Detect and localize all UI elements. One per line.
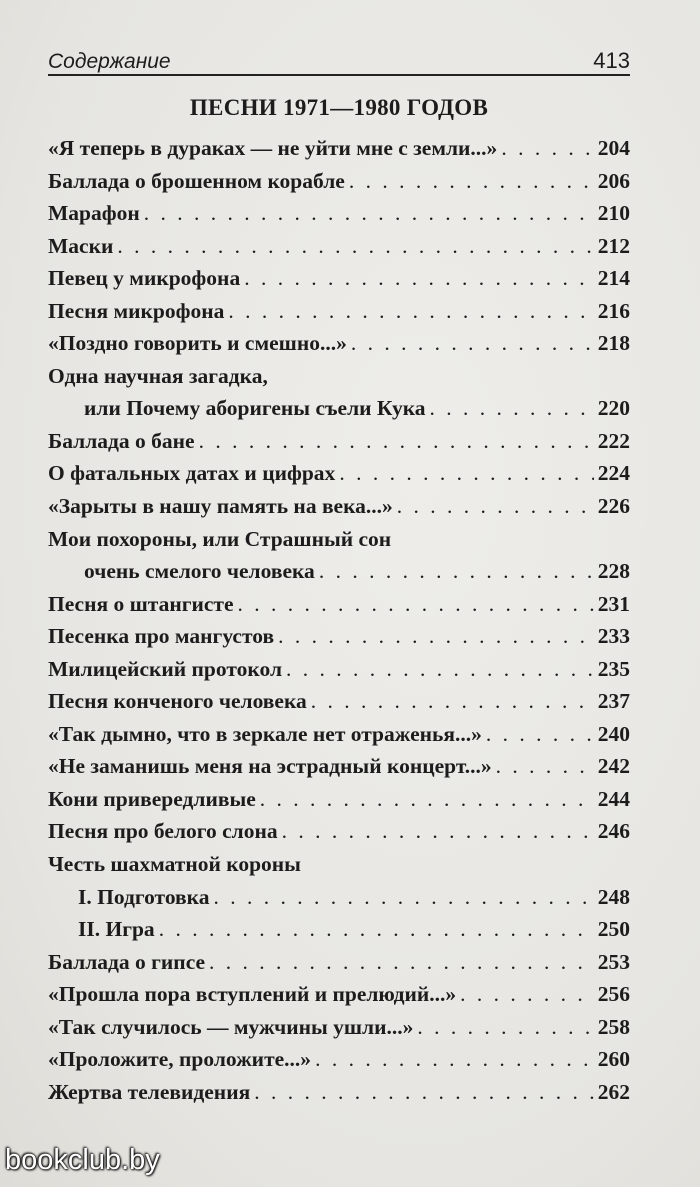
page-number: 413: [593, 48, 630, 73]
leader-dots: [430, 396, 594, 421]
toc-entry-page: 262: [597, 1079, 630, 1104]
leader-dots: [460, 982, 594, 1007]
toc-entry-title: Мои похороны, или Страшный сон: [48, 526, 392, 551]
toc-entry-title: II. Игра: [78, 917, 155, 942]
leader-dots: [501, 136, 593, 161]
leader-dots: [117, 234, 593, 259]
toc-entry-page: 222: [597, 428, 630, 453]
toc-entry-title: Одна научная загадка,: [48, 363, 268, 388]
toc-entry-title: Баллада о бане: [48, 428, 195, 453]
toc-entry-title: «Так случилось — мужчины ушли...»: [48, 1014, 414, 1039]
toc-entry-page: 248: [597, 884, 630, 909]
leader-dots: [496, 754, 594, 779]
toc-entry-page: 210: [597, 201, 630, 226]
toc-entry: [48, 787, 630, 820]
toc-entry-page: 258: [597, 1014, 630, 1039]
toc-entry-title: «Проложите, проложите...»: [48, 1047, 312, 1072]
toc-entry: [48, 657, 630, 690]
toc-entry-page: 244: [597, 786, 630, 811]
toc-entry-page: 253: [597, 949, 630, 974]
toc-entry: [48, 331, 630, 364]
leader-dots: [282, 819, 594, 844]
toc-entry: [48, 396, 630, 429]
toc-entry: [48, 1015, 630, 1048]
toc-entry-page: 226: [597, 494, 630, 519]
leader-dots: [254, 1080, 594, 1105]
leader-dots: [213, 885, 593, 910]
toc-entry-page: 228: [597, 559, 630, 584]
toc-entry-page: 233: [597, 624, 630, 649]
toc-entry-title: Марафон: [48, 201, 140, 226]
leader-dots: [417, 1015, 593, 1040]
toc-entry-title: Милицейский протокол: [48, 656, 283, 681]
leader-dots: [260, 787, 594, 812]
leader-dots: [144, 201, 594, 226]
toc-entry-page: 237: [597, 689, 630, 714]
section-title: ПЕСНИ 1971—1980 ГОДОВ: [189, 95, 489, 120]
leader-dots: [319, 559, 594, 584]
toc-entry-page: 235: [597, 656, 630, 681]
toc-entry: [48, 1080, 630, 1113]
toc-entry-title: О фатальных датах и цифрах: [48, 461, 336, 486]
toc-entry: [48, 982, 630, 1015]
leader-dots: [351, 331, 594, 356]
toc-entry: [48, 885, 630, 918]
toc-entry: [48, 299, 630, 332]
leader-dots: [311, 689, 594, 714]
leader-dots: [278, 624, 594, 649]
toc-entry-page: 231: [597, 591, 630, 616]
toc-entry-page: 256: [597, 982, 630, 1007]
toc-entry-title: Жертва телевидения: [48, 1079, 251, 1104]
toc-entry: [48, 527, 630, 560]
leader-dots: [159, 917, 594, 942]
toc-entry-title: Песня конченого человека: [48, 689, 307, 714]
toc-entry-title: «Зарыты в нашу память на века...»: [48, 494, 393, 519]
toc-entry-page: 250: [597, 917, 630, 942]
toc-entry-title: Баллада о гипсе: [48, 949, 206, 974]
toc-entry: [48, 429, 630, 462]
toc-entry-title: Баллада о брошенном корабле: [48, 168, 345, 193]
toc-entry-title: или Почему аборигены съели Кука: [84, 396, 426, 421]
watermark: bookclub.by: [5, 1144, 160, 1176]
running-header: [48, 38, 630, 74]
toc-entry-title: I. Подготовка: [78, 884, 210, 909]
leader-dots: [315, 1047, 594, 1072]
toc-entry-page: 224: [597, 461, 630, 486]
toc-entry: [48, 950, 630, 983]
running-header-title: Содержание: [48, 50, 171, 73]
leader-dots: [209, 950, 594, 975]
toc-entry-page: 216: [597, 298, 630, 323]
leader-dots: [397, 494, 594, 519]
toc-entry-page: 246: [597, 819, 630, 844]
toc-entry-title: Кони привередливые: [48, 786, 256, 811]
leader-dots: [339, 461, 593, 486]
toc-entry-title: Песня о штангисте: [48, 591, 234, 616]
toc-entry-page: 260: [597, 1047, 630, 1072]
toc-entry: [48, 689, 630, 722]
toc-entry-page: 212: [597, 233, 630, 258]
toc-entry-page: 218: [597, 331, 630, 356]
toc-entry: [48, 234, 630, 267]
toc-entry: [48, 1047, 630, 1080]
toc-entry-title: Маски: [48, 233, 114, 258]
toc-entry-title: Честь шахматной короны: [48, 852, 301, 877]
leader-dots: [486, 722, 594, 747]
leader-dots: [349, 169, 594, 194]
toc-entry: [48, 266, 630, 299]
table-of-contents: [48, 136, 630, 1112]
toc-entry-page: 214: [597, 266, 630, 291]
toc-entry-title: Певец у микрофона: [48, 266, 241, 291]
toc-entry-title: Песня про белого слона: [48, 819, 278, 844]
toc-entry: [48, 201, 630, 234]
toc-entry: [48, 917, 630, 950]
leader-dots: [228, 299, 593, 324]
leader-dots: [238, 592, 594, 617]
toc-entry: [48, 169, 630, 202]
leader-dots: [286, 657, 594, 682]
toc-entry-title: «Я теперь в дураках — не уйти мне с земли...»: [48, 136, 498, 160]
toc-entry-page: 206: [597, 168, 630, 193]
toc-entry: [48, 494, 630, 527]
header-divider: [48, 74, 630, 76]
toc-entry-page: 220: [597, 396, 630, 421]
toc-entry: [48, 819, 630, 852]
toc-entry-title: Песня микрофона: [48, 298, 225, 323]
toc-entry-page: 204: [597, 136, 630, 160]
toc-entry-title: «Так дымно, что в зеркале нет отраженья...»: [48, 721, 482, 746]
toc-entry: [48, 624, 630, 657]
toc-entry: [48, 592, 630, 625]
leader-dots: [244, 266, 594, 291]
toc-entry: [48, 722, 630, 755]
toc-entry-page: 240: [597, 721, 630, 746]
toc-entry-title: «Не заманишь меня на эстрадный концерт...»: [48, 754, 492, 779]
toc-entry-title: Песенка про мангустов: [48, 624, 275, 649]
toc-entry-page: 242: [597, 754, 630, 779]
toc-entry: [48, 754, 630, 787]
toc-entry: [48, 559, 630, 592]
toc-entry-title: очень смелого человека: [84, 559, 315, 584]
toc-entry-title: «Поздно говорить и смешно...»: [48, 331, 347, 356]
toc-entry: [48, 461, 630, 494]
leader-dots: [199, 429, 594, 454]
toc-entry: [48, 136, 630, 169]
toc-entry: [48, 852, 630, 885]
toc-entry: [48, 364, 630, 397]
toc-entry-title: «Прошла пора вступлений и прелюдий...»: [48, 982, 457, 1007]
